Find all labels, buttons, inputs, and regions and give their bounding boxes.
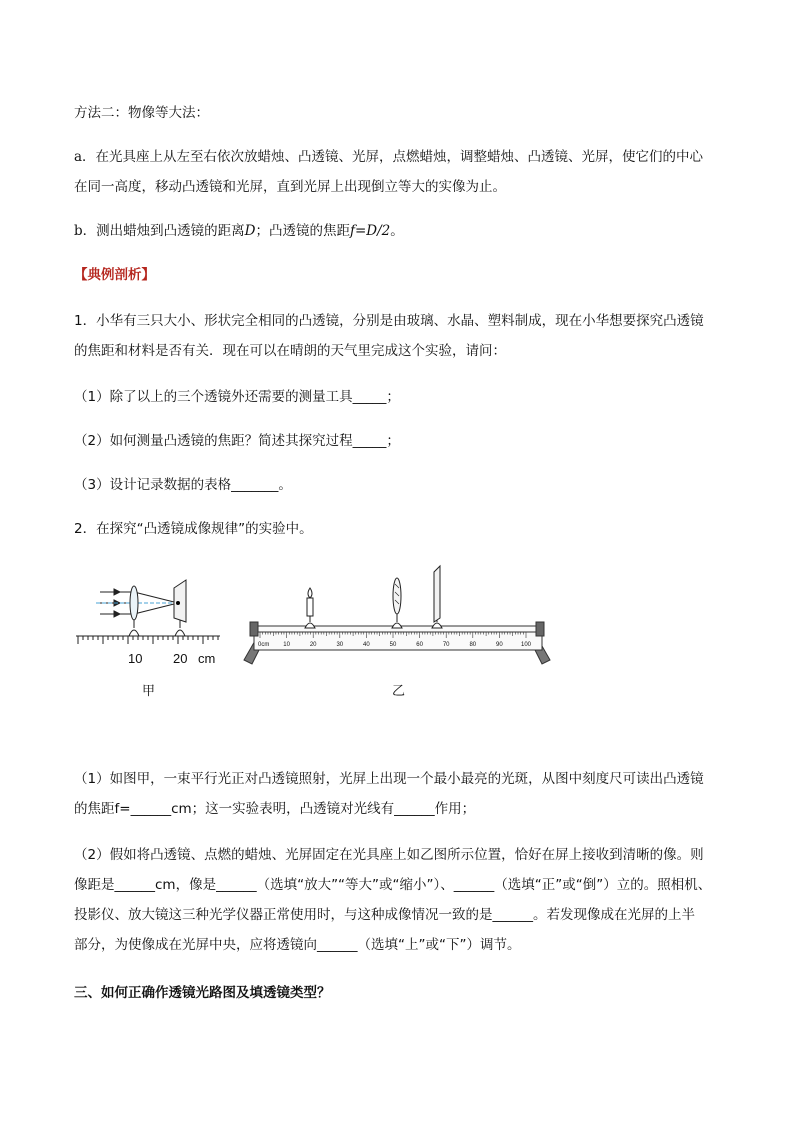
step-b-end: 。 xyxy=(390,223,404,239)
bench-scale-label: 100 xyxy=(520,642,532,648)
q2-part2-line3: 投影仪、放大镜这三种光学仪器正常使用时，与这种成像情况一致的是______。若发现像成在光屏的上半 xyxy=(74,907,695,923)
step-b-mid: ；凸透镜的焦距 xyxy=(255,223,350,239)
q2-part1-line1: （1）如图甲，一束平行光正对凸透镜照射，光屏上出现一个最小最亮的光斑，从图中刻度尺可读出凸透镜 xyxy=(74,771,704,787)
example-section-tag: 【典例剖析】 xyxy=(74,267,155,283)
light-spot xyxy=(176,601,180,605)
bench-scale-label: 60 xyxy=(416,642,423,648)
candle xyxy=(305,588,315,628)
figure-jia xyxy=(70,570,230,670)
focal-formula: f=D/2 xyxy=(349,223,391,239)
lens-holder xyxy=(129,620,139,636)
bench-scale-label: 30 xyxy=(336,642,344,648)
figure-jia-caption: 甲 xyxy=(142,683,156,698)
method-step-a-line2: 在同一高度，移动凸透镜和光屏，直到光屏上出现倒立等大的实像为止。 xyxy=(74,179,506,195)
convex-lens-yi xyxy=(392,578,402,628)
bench-scale-label: 50 xyxy=(389,642,397,648)
distance-variable: D xyxy=(244,223,256,239)
q1-sub2: （2）如何测量凸透镜的焦距？简述其探究过程_____； xyxy=(74,433,400,449)
bench-scale-label: 90 xyxy=(496,642,503,648)
bench-scale-label: 10 xyxy=(283,642,290,648)
q2-part2-line4: 部分，为使像成在光屏中央，应将透镜向______（选填“上”或“下”）调节。 xyxy=(74,937,521,953)
section-three-heading: 三、如何正确作透镜光路图及填透镜类型？ xyxy=(74,985,331,1001)
q1-line1: 1．小华有三只大小、形状完全相同的凸透镜，分别是由玻璃、水晶、塑料制成，现在小华想要探究凸透镜 xyxy=(74,313,704,329)
q2-part2-line2: 像距是______cm，像是______（选填“放大”“等大”或“缩小”）、______（选填“正”或“倒”）立的。照相机、 xyxy=(74,877,712,893)
method-step-a-line1: a．在光具座上从左至右依次放蜡烛、凸透镜、光屏，点燃蜡烛，调整蜡烛、凸透镜、光屏，使它们的中心 xyxy=(74,149,704,165)
light-screen xyxy=(174,580,186,622)
unit-label: cm xyxy=(198,651,216,666)
figure-yi-caption: 乙 xyxy=(392,683,406,698)
right-end-block xyxy=(536,622,544,636)
q1-sub1: （1）除了以上的三个透镜外还需要的测量工具_____； xyxy=(74,389,400,405)
step-b-text: b．测出蜡烛到凸透镜的距离 xyxy=(74,223,245,239)
light-screen-yi xyxy=(432,566,442,628)
bench-scale-label: 70 xyxy=(442,642,450,648)
bench-scale-label: 40 xyxy=(363,642,370,648)
q2-part1-line2: 的焦距f=______cm；这一实验表明，凸透镜对光线有______作用； xyxy=(74,801,476,817)
tick-label-10: 10 xyxy=(128,651,143,666)
screen-holder xyxy=(175,620,185,636)
tick-label-20: 20 xyxy=(173,651,188,666)
q1-sub3: （3）设计记录数据的表格_______。 xyxy=(74,477,292,493)
bench-scale-label: 0cm xyxy=(258,642,270,648)
convex-lens xyxy=(130,586,138,620)
method-step-b xyxy=(74,222,404,240)
figure-yi xyxy=(232,560,564,670)
left-end-block xyxy=(250,622,258,636)
q2-intro: 2．在探究“凸透镜成像规律”的实验中。 xyxy=(74,521,313,537)
bench-scale-label: 80 xyxy=(469,642,477,648)
q1-line2: 的焦距和材料是否有关．现在可以在晴朗的天气里完成这个实验，请问： xyxy=(74,343,506,359)
q2-part2-line1: （2）假如将凸透镜、点燃的蜡烛、光屏固定在光具座上如乙图所示位置，恰好在屏上接收到清晰的像。则 xyxy=(74,847,704,863)
method-two-heading: 方法二：物像等大法： xyxy=(74,105,209,121)
bench-scale-label: 20 xyxy=(309,642,317,648)
